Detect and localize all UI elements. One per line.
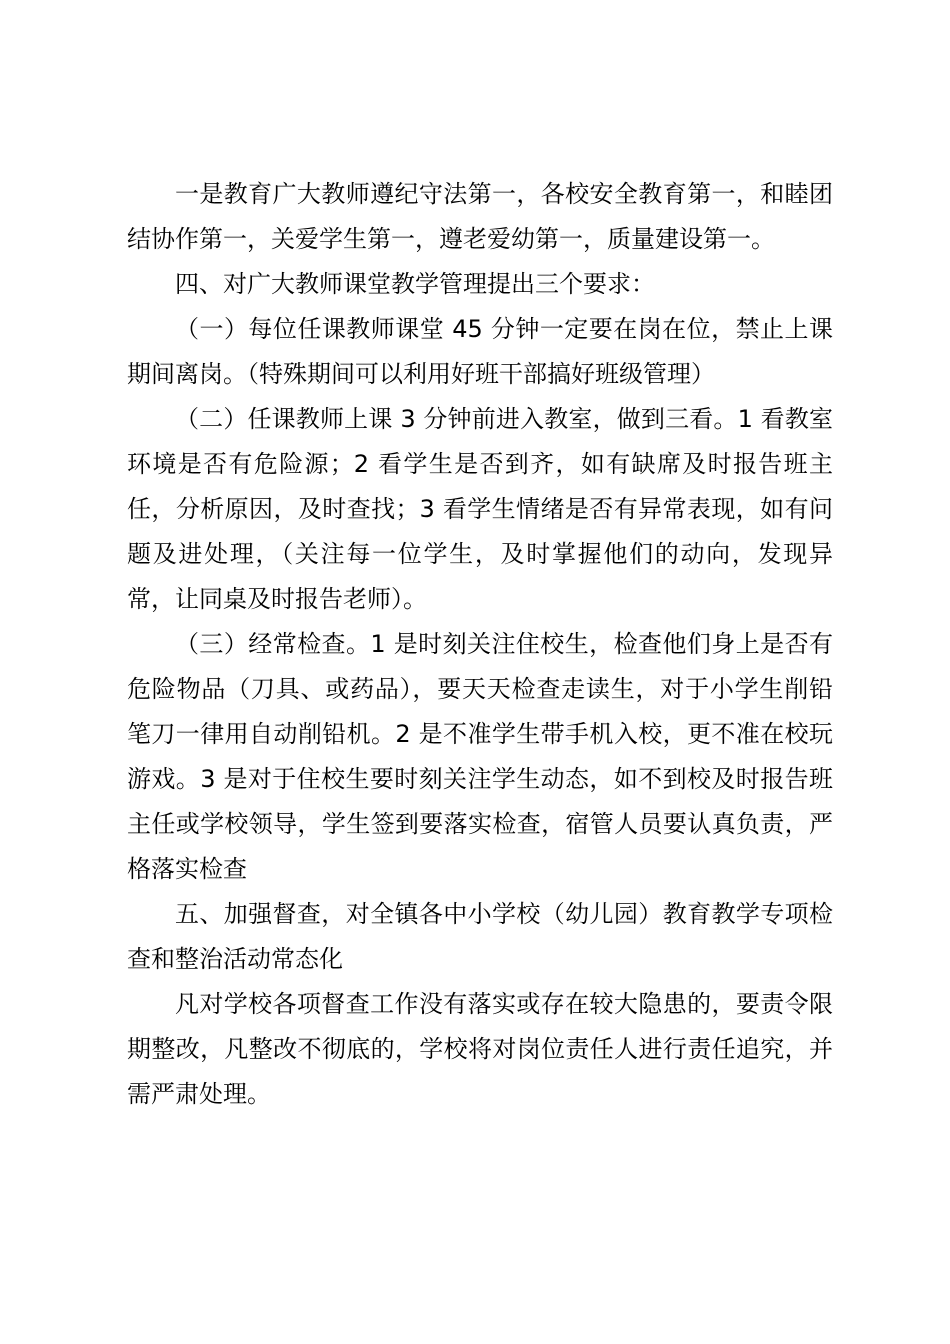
heading-section-four: 四、对广大教师课堂教学管理提出三个要求： xyxy=(175,270,655,298)
paragraph-requirement-two: （二）任课教师上课 3 分钟前进入教室，做到三看。1 看教室环境是否有危险源；2 看学生是否到齐，如有缺席及时报告班主任，分析原因，及时查找；3 看学生情绪是否有异常表现，如有问题及进处理，（关注每一位学生，及时掌握他们的动向，发现异常，让同桌及时报告老师）。 xyxy=(127,405,833,613)
paragraph-discipline-firsts: 一是教育广大教师遵纪守法第一，各校安全教育第一，和睦团结协作第一，关爱学生第一，遵老爱幼第一，质量建设第一。 xyxy=(127,180,833,253)
heading-section-five: 五、加强督查，对全镇各中小学校（幼儿园）教育教学专项检查和整治活动常态化 xyxy=(127,900,833,973)
document-body xyxy=(127,172,833,1117)
paragraph-requirement-one: （一）每位任课教师课堂 45 分钟一定要在岗在位，禁止上课期间离岗。（特殊期间可以利用好班干部搞好班级管理） xyxy=(127,315,833,388)
paragraph-requirement-three: （三）经常检查。1 是时刻关注住校生，检查他们身上是否有危险物品（刀具、或药品），要天天检查走读生，对于小学生削铅笔刀一律用自动削铅机。2 是不准学生带手机入校，更不准在校玩游戏。3 是对于住校生要时刻关注学生动态，如不到校及时报告班主任或学校领导，学生签到要落实检查，宿管人员要认真负责，严格落实检查 xyxy=(127,630,833,883)
paragraph-accountability: 凡对学校各项督查工作没有落实或存在较大隐患的，要责令限期整改，凡整改不彻底的，学校将对岗位责任人进行责任追究，并需严肃处理。 xyxy=(127,990,833,1108)
